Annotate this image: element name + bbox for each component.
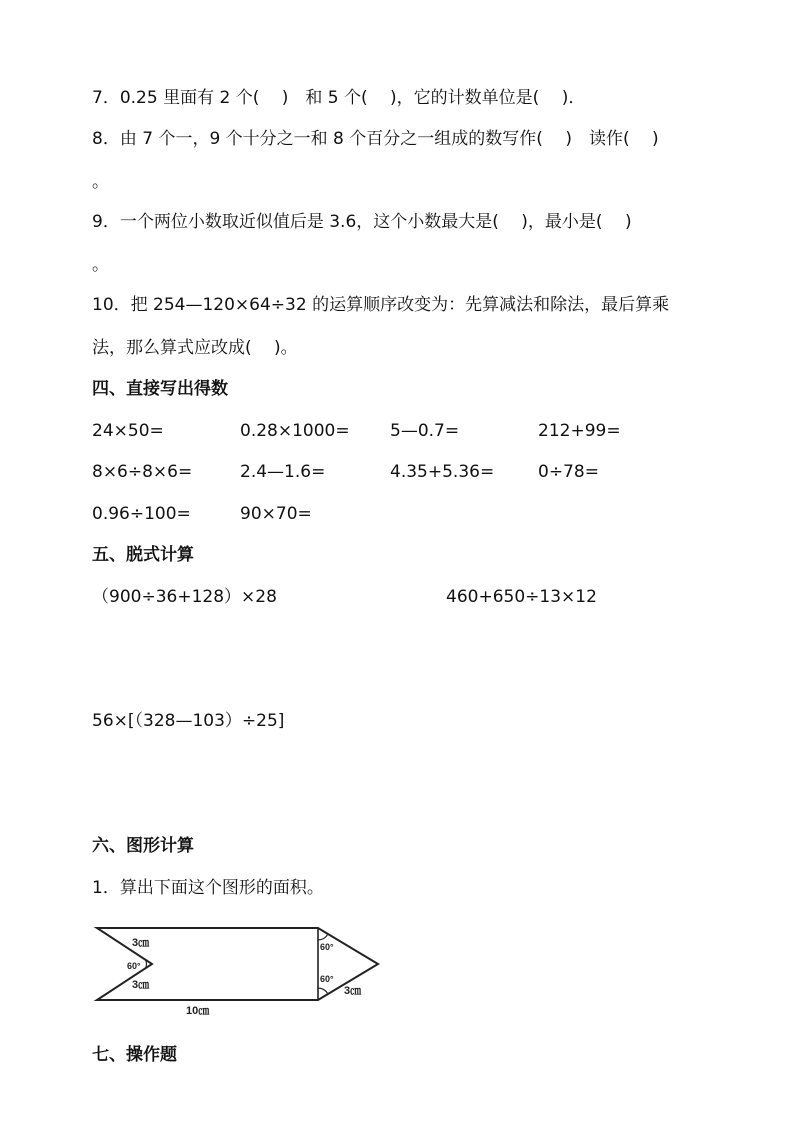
label-top-left-side: 3㎝ xyxy=(132,937,150,949)
label-right-side: 3㎝ xyxy=(344,985,362,997)
step-calc-problem: 56×[（328—103）÷25] xyxy=(92,711,285,731)
question-10-line-1: 10．把 254—120×64÷32 的运算顺序改变为：先算减法和除法，最后算乘 xyxy=(92,295,670,315)
calc-item: 8×6÷8×6= xyxy=(92,462,193,482)
question-8-line-2: 。 xyxy=(92,172,109,192)
step-calc-problem: 460+650÷13×12 xyxy=(446,587,597,607)
calc-item: 4.35+5.36= xyxy=(390,462,495,482)
label-bottom-left-side: 3㎝ xyxy=(132,979,150,991)
left-angle-arc xyxy=(145,959,147,969)
calc-item: 2.4—1.6= xyxy=(240,462,326,482)
label-bottom-length: 10㎝ xyxy=(186,1005,210,1017)
label-right-bottom-angle: 60° xyxy=(320,974,334,984)
question-9-line-1: 9．一个两位小数取近似值后是 3.6，这个小数最大是( )，最小是( ) xyxy=(92,212,632,232)
section-6-title: 六、图形计算 xyxy=(92,836,194,856)
calc-item: 5—0.7= xyxy=(390,421,460,441)
calc-item: 90×70= xyxy=(240,504,312,524)
calc-item: 0.28×1000= xyxy=(240,421,350,441)
question-9-line-2: 。 xyxy=(92,255,109,275)
figure-question-1: 1．算出下面这个图形的面积。 xyxy=(92,878,324,898)
section-5-title: 五、脱式计算 xyxy=(92,545,194,565)
right-bottom-angle-arc xyxy=(318,988,328,994)
section-7-title: 七、操作题 xyxy=(92,1045,177,1065)
calc-item: 0.96÷100= xyxy=(92,504,191,524)
question-10-line-2: 法，那么算式应改成( )。 xyxy=(92,338,298,358)
question-7: 7．0.25 里面有 2 个( ) 和 5 个( )，它的计数单位是( )． xyxy=(92,88,586,108)
right-top-angle-arc xyxy=(318,934,328,940)
label-left-angle: 60° xyxy=(127,961,141,971)
label-right-top-angle: 60° xyxy=(320,942,334,952)
calc-item: 24×50= xyxy=(92,421,164,441)
question-8-line-1: 8．由 7 个一，9 个十分之一和 8 个百分之一组成的数写作( ) 读作( ) xyxy=(92,129,659,149)
composite-figure xyxy=(90,922,390,1022)
calc-item: 0÷78= xyxy=(538,462,599,482)
calc-item: 212+99= xyxy=(538,421,621,441)
step-calc-problem: （900÷36+128）×28 xyxy=(92,587,277,607)
section-4-title: 四、直接写出得数 xyxy=(92,379,228,399)
